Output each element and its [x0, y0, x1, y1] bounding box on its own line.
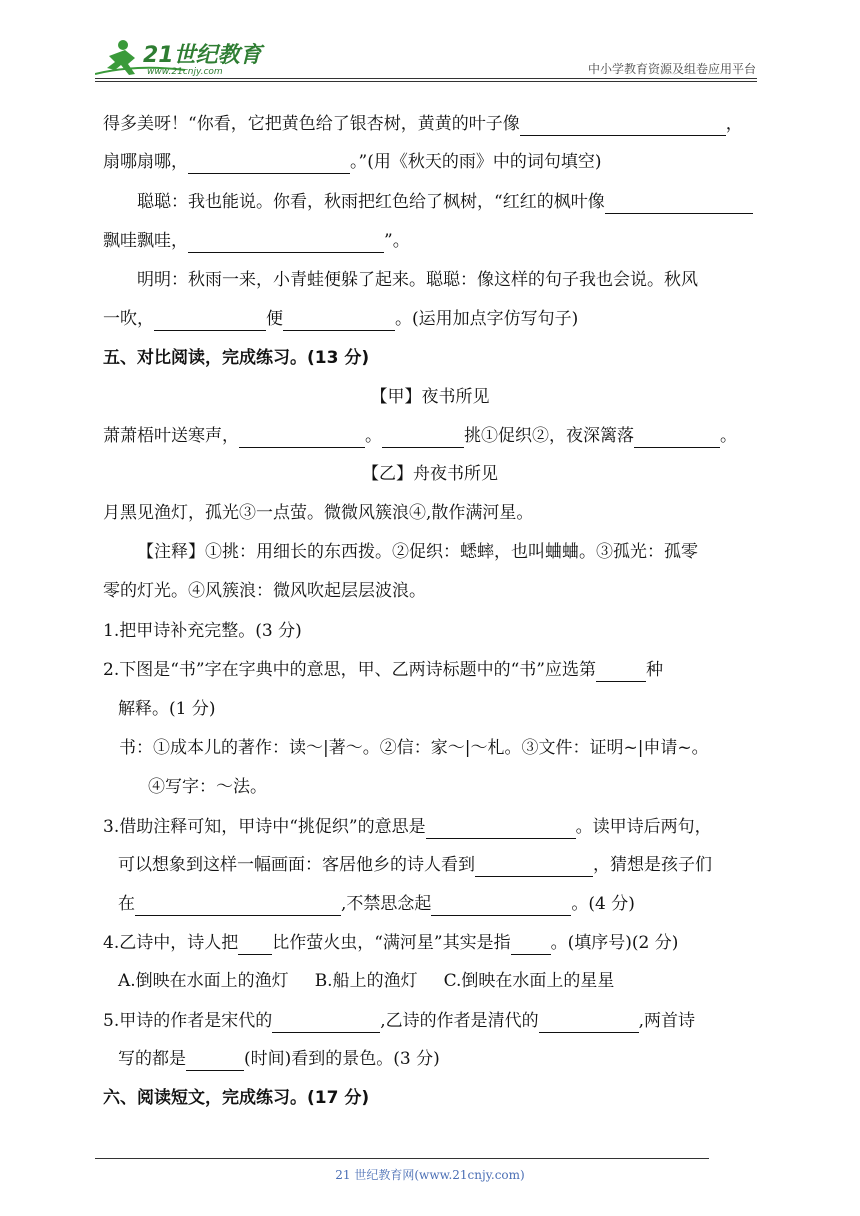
- question: 1.把甲诗补充完整。(3 分): [103, 621, 302, 641]
- answer-blank[interactable]: [426, 820, 576, 839]
- section-heading: 六、阅读短文，完成练习。(17 分): [103, 1088, 370, 1108]
- logo-text: 21世纪教育: [143, 43, 262, 68]
- answer-blank[interactable]: [634, 429, 720, 448]
- text-line: 明明：秋雨一来，小青蛙便躲了起来。聪聪：像这样的句子我也会说。秋风: [137, 270, 698, 290]
- answer-blank[interactable]: [539, 1014, 639, 1033]
- text-line: 飘哇飘哇， ”。: [103, 231, 410, 251]
- dictionary-entry: ④写字：～法。: [148, 777, 267, 797]
- answer-blank[interactable]: [154, 312, 266, 331]
- question: 在 ,不禁思念起 。(4 分): [118, 894, 635, 914]
- question: 解释。(1 分): [118, 699, 216, 719]
- answer-blank[interactable]: [238, 936, 272, 955]
- header-divider: [95, 78, 757, 79]
- answer-blank[interactable]: [272, 1014, 380, 1033]
- poem-line: 萧萧梧叶送寒声， 。 挑①促织②，夜深篱落 。: [103, 426, 737, 446]
- answer-blank[interactable]: [605, 195, 753, 214]
- options: [118, 969, 614, 993]
- answer-blank[interactable]: [382, 429, 464, 448]
- option-c[interactable]: C.倒映在水面上的星星: [443, 971, 615, 991]
- answer-blank[interactable]: [520, 117, 726, 136]
- header-divider-2: [95, 81, 757, 82]
- question: 5.甲诗的作者是宋代的 ,乙诗的作者是清代的 ,两首诗: [103, 1011, 696, 1031]
- answer-blank[interactable]: [188, 234, 384, 253]
- answer-blank[interactable]: [239, 429, 365, 448]
- text-line: 一吹， 便 。(运用加点字仿写句子): [103, 309, 579, 329]
- answer-blank[interactable]: [135, 897, 341, 916]
- option-b[interactable]: B.船上的渔灯: [314, 971, 418, 991]
- answer-blank[interactable]: [596, 663, 646, 682]
- section-heading: 五、对比阅读，完成练习。(13 分): [103, 348, 370, 368]
- text-line: 扇哪扇哪， 。”(用《秋天的雨》中的词句填空): [103, 152, 602, 172]
- answer-blank[interactable]: [186, 1052, 244, 1071]
- answer-blank[interactable]: [475, 858, 593, 877]
- answer-blank[interactable]: [511, 936, 551, 955]
- question: 4.乙诗中，诗人把 比作萤火虫，“满河星”其实是指 。(填序号)(2 分): [103, 933, 679, 953]
- poem-line: 月黑见渔灯，孤光③一点萤。微微风簇浪④,散作满河星。: [103, 503, 534, 523]
- answer-blank[interactable]: [431, 897, 571, 916]
- question: 2.下图是“书”字在字典中的意思，甲、乙两诗标题中的“书”应选第 种: [103, 660, 663, 680]
- text-line: 聪聪：我也能说。你看，秋雨把红色给了枫树，“红红的枫叶像: [137, 190, 753, 214]
- answer-blank[interactable]: [283, 312, 395, 331]
- option-a[interactable]: A.倒映在水面上的渔灯: [118, 971, 289, 991]
- poem-title: 【乙】舟夜书所见: [362, 464, 498, 484]
- question: 写的都是 (时间)看到的景色。(3 分): [118, 1049, 440, 1069]
- poem-title: 【甲】夜书所见: [370, 387, 490, 407]
- annotation: 零的灯光。④风簇浪：微风吹起层层波浪。: [103, 581, 426, 601]
- question: 3.借助注释可知，甲诗中“挑促织”的意思是 。读甲诗后两句，: [103, 817, 712, 837]
- dictionary-entry: 书：①成本儿的著作：读～|著～。②信：家～|～札。③文件：证明~|申请~。: [119, 738, 709, 758]
- site-logo: [95, 34, 265, 80]
- logo-url: www.21cnjy.com: [147, 67, 223, 77]
- footer-divider: [95, 1158, 709, 1159]
- annotation: 【注释】①挑：用细长的东西拨。②促织：蟋蟀，也叫蛐蛐。③孤光：孤零: [137, 542, 698, 562]
- text-line: 得多美呀！“你看，它把黄色给了银杏树，黄黄的叶子像 ，: [103, 114, 743, 134]
- platform-name: 中小学教育资源及组卷应用平台: [587, 62, 756, 76]
- answer-blank[interactable]: [188, 155, 350, 174]
- footer-text[interactable]: 21 世纪教育网(www.21cnjy.com): [335, 1168, 525, 1182]
- question: 可以想象到这样一幅画面：客居他乡的诗人看到 ，猜想是孩子们: [118, 855, 712, 875]
